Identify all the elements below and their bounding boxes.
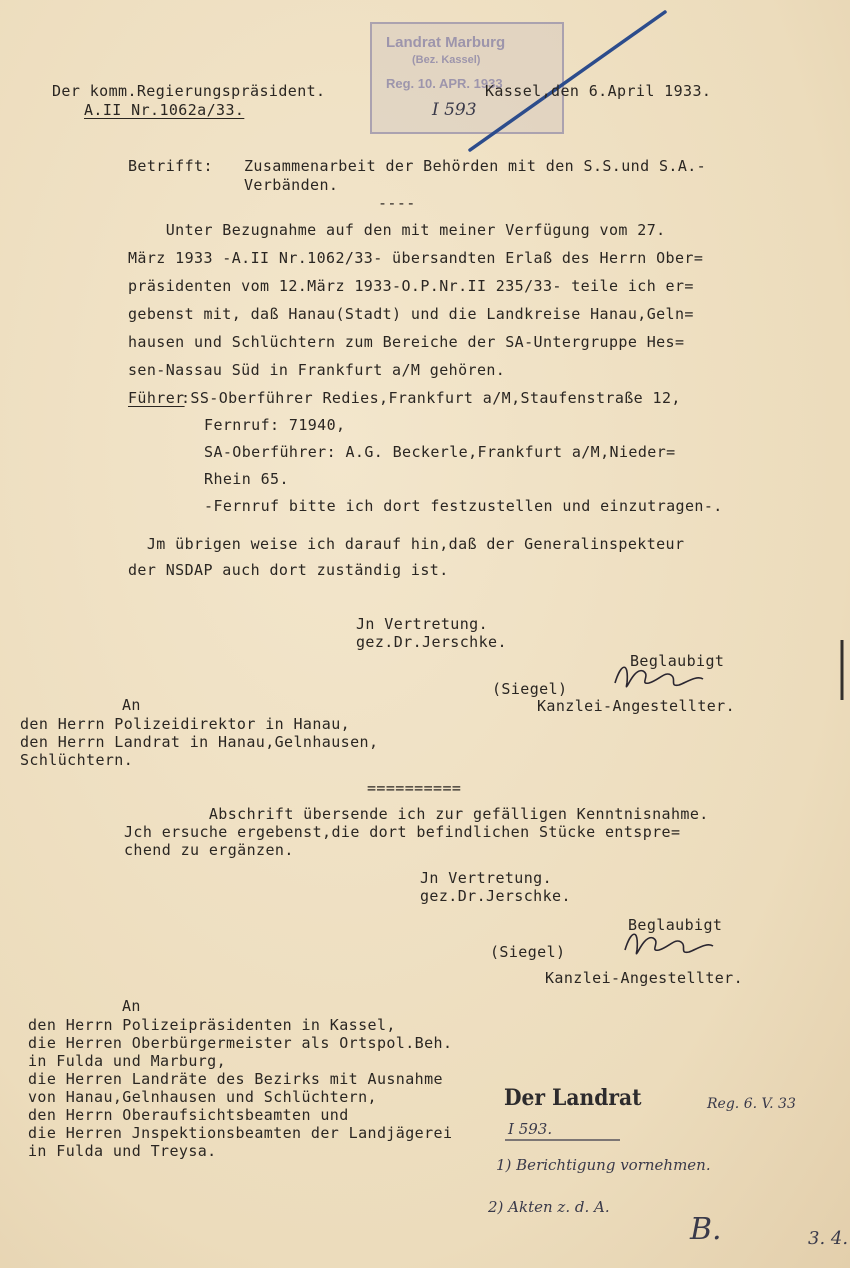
stamp-line-3: Reg. 10. APR. 1933: [386, 76, 503, 91]
body-line: Unter Bezugnahme auf den mit meiner Verfügung vom 27.: [128, 221, 666, 239]
handwritten-note-1: 1) Berichtigung vornehmen.: [496, 1156, 711, 1174]
place-date: Kassel,den 6.April 1933.: [485, 82, 712, 100]
handwritten-number: I 593: [432, 100, 477, 120]
signer-2: gez.Dr.Jerschke.: [420, 887, 571, 905]
addressee-line: den Herrn Polizeipräsidenten in Kassel,: [28, 1016, 396, 1034]
body-line: hausen und Schlüchtern zum Bereiche der SA-Untergruppe Hes=: [128, 333, 685, 351]
handwritten-corner-number: 3. 4.: [808, 1228, 849, 1249]
subject-label: Betrifft:: [128, 157, 213, 175]
body-line: sen-Nassau Süd in Frankfurt a/M gehören.: [128, 361, 506, 379]
addressee-line: die Herren Landräte des Bezirks mit Ausnahme: [28, 1070, 443, 1088]
kanzlei-1: Kanzlei-Angestellter.: [537, 697, 736, 715]
handwritten-note-2: 2) Akten z. d. A.: [488, 1198, 610, 1216]
closing-line: der NSDAP auch dort zuständig ist.: [128, 561, 449, 579]
subject-separator: ----: [378, 194, 416, 212]
beglaubigt-1: Beglaubigt: [630, 652, 725, 670]
fuehrer-line: Rhein 65.: [138, 470, 289, 488]
addressee-line: Schlüchtern.: [20, 751, 134, 769]
kanzlei-2: Kanzlei-Angestellter.: [545, 969, 744, 987]
addressee-line: den Herrn Polizeidirektor in Hanau,: [20, 715, 351, 733]
signature-scribble-2: [625, 934, 713, 954]
stamp-line-1: Landrat Marburg: [386, 34, 506, 51]
body-line: gebenst mit, daß Hanau(Stadt) und die Landkreise Hanau,Geln=: [128, 305, 694, 323]
fuehrer-line: :SS-Oberführer Redies,Frankfurt a/M,Staufenstraße 12,: [181, 389, 681, 407]
abschrift-line: Abschrift übersende ich zur gefälligen Kenntnisnahme.: [124, 805, 709, 823]
addressee-line: in Fulda und Marburg,: [28, 1052, 227, 1070]
an-label-2: An: [122, 997, 141, 1015]
subject-line-2: Verbänden.: [244, 176, 339, 194]
vertretung-2: Jn Vertretung.: [420, 869, 553, 887]
an-label-1: An: [122, 696, 141, 714]
addressee-line: von Hanau,Gelnhausen und Schlüchtern,: [28, 1088, 377, 1106]
siegel-1: (Siegel): [492, 680, 568, 698]
signer-1: gez.Dr.Jerschke.: [356, 633, 507, 651]
handwritten-number-2: I 593.: [508, 1120, 553, 1138]
sender-title: Der komm.Regierungspräsident.: [52, 82, 326, 100]
subject-line-1: Zusammenarbeit der Behörden mit den S.S.und S.A.-: [244, 157, 707, 175]
addressee-line: die Herren Jnspektionsbeamten der Landjägerei: [28, 1124, 453, 1142]
abschrift-line: Jch ersuche ergebenst,die dort befindlichen Stücke entspre=: [124, 823, 681, 841]
landrat-stamp: Der Landrat: [504, 1085, 642, 1111]
abschrift-line: chend zu ergänzen.: [124, 841, 294, 859]
handwritten-initials: B.: [690, 1212, 722, 1247]
blue-pencil-stroke: [470, 12, 665, 150]
fuehrer-line: Fernruf: 71940,: [138, 416, 346, 434]
vertretung-1: Jn Vertretung.: [356, 615, 489, 633]
body-line: präsidenten vom 12.März 1933-O.P.Nr.II 235/33- teile ich er=: [128, 277, 694, 295]
addressee-line: den Herrn Landrat in Hanau,Gelnhausen,: [20, 733, 379, 751]
fuehrer-label: Führer: [128, 389, 185, 407]
beglaubigt-2: Beglaubigt: [628, 916, 723, 934]
handwritten-date: Reg. 6. V. 33: [707, 1096, 796, 1112]
fuehrer-line: SA-Oberführer: A.G. Beckerle,Frankfurt a/M,Nieder=: [138, 443, 676, 461]
body-line: März 1933 -A.II Nr.1062/33- übersandten Erlaß des Herrn Ober=: [128, 249, 704, 267]
addressee-line: in Fulda und Treysa.: [28, 1142, 217, 1160]
addressee-line: die Herren Oberbürgermeister als Ortspol.Beh.: [28, 1034, 453, 1052]
reference-number: A.II Nr.1062a/33.: [84, 101, 245, 119]
siegel-2: (Siegel): [490, 943, 566, 961]
stamp-line-2: (Bez. Kassel): [412, 54, 481, 66]
fuehrer-line: -Fernruf bitte ich dort festzustellen und einzutragen-.: [138, 497, 723, 515]
divider: ==========: [367, 779, 462, 797]
addressee-line: den Herrn Oberaufsichtsbeamten und: [28, 1106, 349, 1124]
closing-line: Jm übrigen weise ich darauf hin,daß der Generalinspekteur: [128, 535, 685, 553]
